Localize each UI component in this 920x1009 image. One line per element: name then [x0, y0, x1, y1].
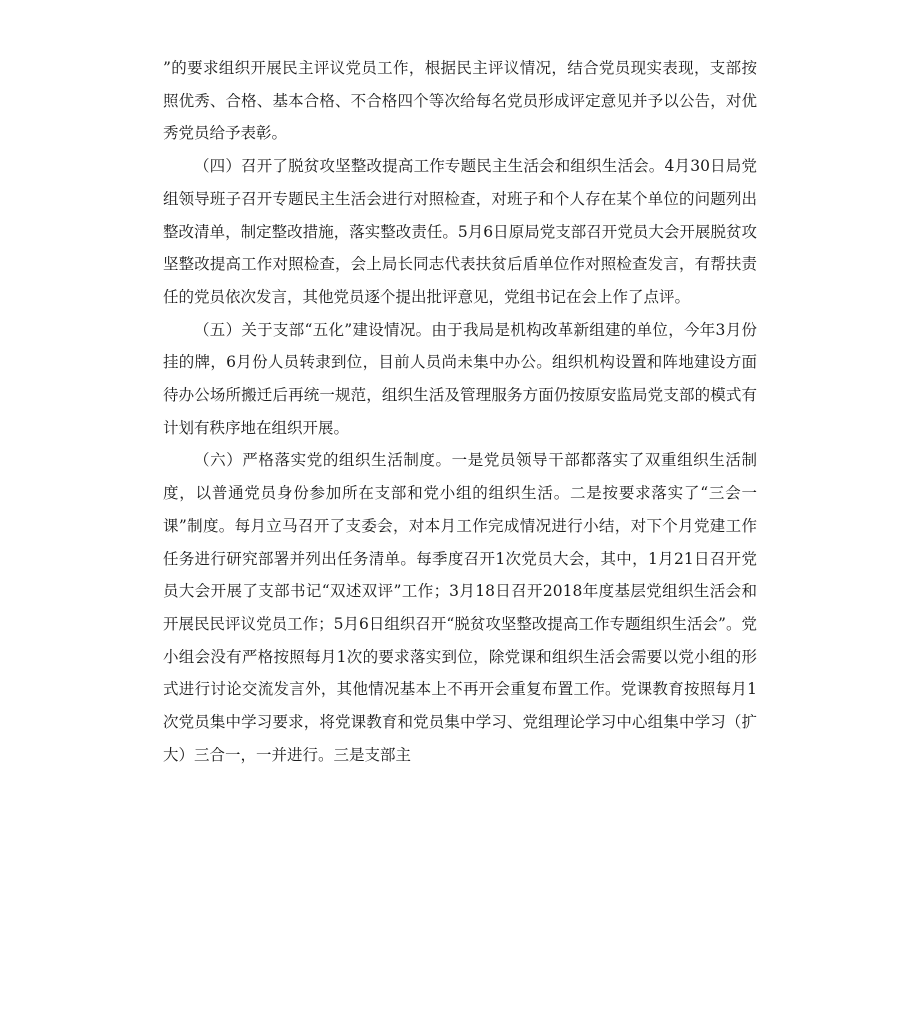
paragraph-section-6: （六）严格落实党的组织生活制度。一是党员领导干部都落实了双重组织生活制度，以普通党员身份参加所在支部和党小组的组织生活。二是按要求落实了“三会一课”制度。每月立马召开了支委会，对本月工作完成情况进行小结，对下个月党建工作任务进行研究部署并列出任务清单。每季度召开1次党员大会，其中，1月21日召开党员大会开展了支部书记“双述双评”工作；3月18日召开2018年度基层党组织生活会和开展民民评议党员工作；5月6日组织召开“脱贫攻坚整改提高工作专题组织生活会”。党小组会没有严格按照每月1次的要求落实到位，除党课和组织生活会需要以党小组的形式进行讨论交流发言外，其他情况基本上不再开会重复布置工作。党课教育按照每月1次党员集中学习要求，将党课教育和党员集中学习、党组理论学习中心组集中学习（扩大）三合一，一并进行。三是支部主: [163, 451, 757, 764]
document-body: [163, 52, 757, 771]
paragraph-section-4: （四）召开了脱贫攻坚整改提高工作专题民主生活会和组织生活会。4月30日局党组领导班子召开专题民主生活会进行对照检查，对班子和个人存在某个单位的问题列出整改清单，制定整改措施，落实整改责任。5月6日原局党支部召开党员大会开展脱贫攻坚整改提高工作对照检查，会上局长同志代表扶贫后盾单位作对照检查发言，有帮扶责任的党员依次发言，其他党员逐个提出批评意见，党组书记在会上作了点评。: [163, 157, 757, 306]
paragraph-continuation: ”的要求组织开展民主评议党员工作，根据民主评议情况，结合党员现实表现，支部按照优秀、合格、基本合格、不合格四个等次给每名党员形成评定意见并予以公告，对优秀党员给予表彰。: [163, 59, 757, 143]
paragraph-section-5: （五）关于支部“五化”建设情况。由于我局是机构改革新组建的单位，今年3月份挂的牌，6月份人员转隶到位，目前人员尚未集中办公。组织机构设置和阵地建设方面待办公场所搬迁后再统一规范，组织生活及管理服务方面仍按原安监局党支部的模式有计划有秩序地在组织开展。: [163, 320, 757, 437]
